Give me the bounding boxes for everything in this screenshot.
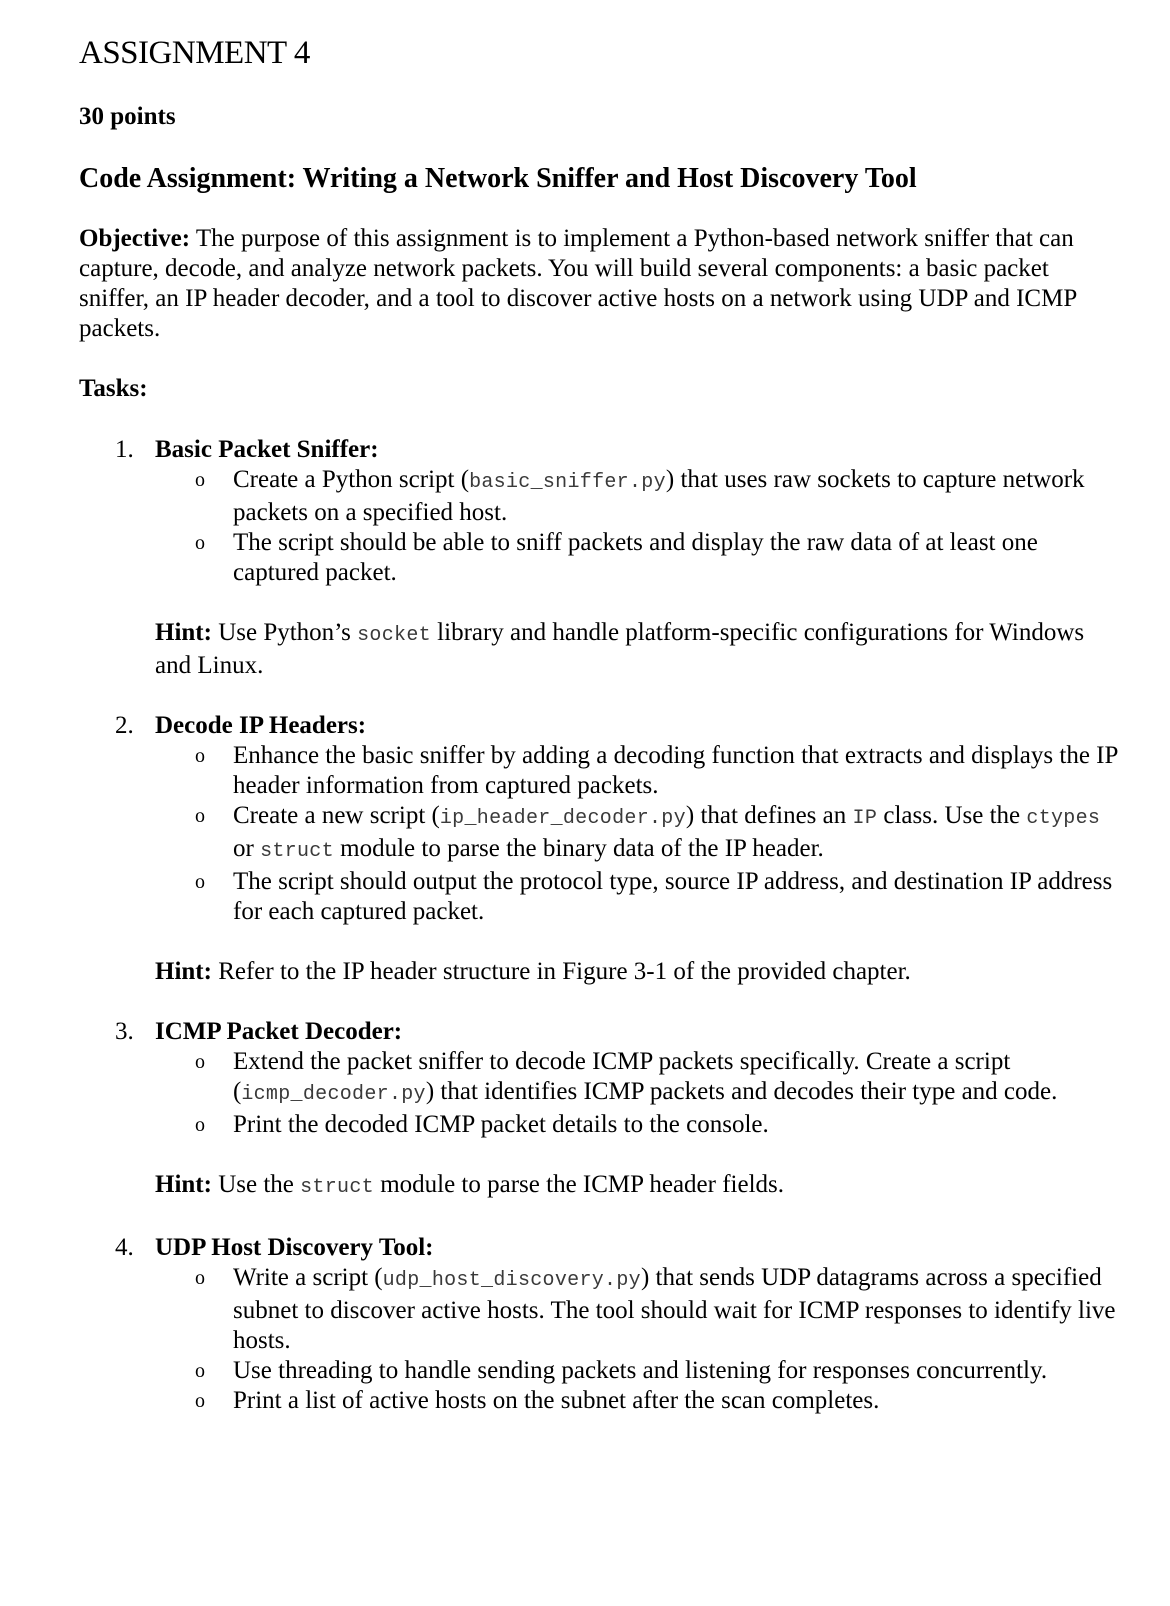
task-4 — [115, 1233, 1119, 1416]
objective-label: Objective: — [79, 225, 191, 252]
points-label: 30 points — [79, 103, 176, 130]
list-item — [195, 741, 1119, 801]
hint-text: Refer to the IP header structure in Figure 3-1 of the provided chapter. — [218, 958, 911, 985]
bullet-marker: o — [195, 871, 205, 893]
bullet-text: Enhance the basic sniffer by adding a decoding function that extracts and displays the IP header information from captured packets. — [233, 742, 1118, 799]
list-item — [195, 1110, 1119, 1140]
bullet-marker: o — [195, 1051, 205, 1073]
bullet-marker: o — [195, 1360, 205, 1382]
inline-code: udp_host_discovery.py — [382, 1269, 641, 1292]
hint-label: Hint: — [155, 958, 212, 985]
inline-code: struct — [300, 1176, 374, 1199]
tasks-heading: Tasks: — [79, 375, 148, 402]
bullet-text-pre: Write a script ( — [233, 1264, 383, 1291]
assignment-subtitle: Code Assignment: Writing a Network Sniffer and Host Discovery Tool — [79, 163, 917, 194]
list-item — [195, 867, 1119, 927]
objective-paragraph — [79, 224, 1119, 344]
task-bullet-list — [155, 1263, 1119, 1416]
assignment-title: ASSIGNMENT 4 — [79, 35, 310, 71]
task-title: UDP Host Discovery Tool: — [155, 1234, 434, 1261]
bullet-text: Print a list of active hosts on the subnet after the scan completes. — [233, 1387, 880, 1414]
bullet-text: Use threading to handle sending packets and listening for responses concurrently. — [233, 1357, 1048, 1384]
task-number: 2. — [115, 712, 134, 739]
bullet-text-mid: ) that defines an — [685, 802, 847, 829]
bullet-marker: o — [195, 1267, 205, 1289]
bullet-marker: o — [195, 1114, 205, 1136]
bullet-text: The script should output the protocol type, source IP address, and destination IP address for each captured packet. — [233, 868, 1113, 925]
inline-code: struct — [260, 840, 334, 863]
hint-text-post: module to parse the ICMP header fields. — [380, 1171, 785, 1198]
list-item — [195, 1386, 1119, 1416]
bullet-marker: o — [195, 1390, 205, 1412]
bullet-marker: o — [195, 745, 205, 767]
hint-label: Hint: — [155, 1171, 212, 1198]
bullet-text-pre: Create a Python script ( — [233, 466, 470, 493]
bullet-text-pre: Create a new script ( — [233, 802, 440, 829]
task-number: 4. — [115, 1234, 134, 1261]
bullet-text: Print the decoded ICMP packet details to the console. — [233, 1111, 769, 1138]
document-page — [79, 30, 1119, 1416]
list-item — [195, 1263, 1119, 1356]
bullet-text-post: ) that identifies ICMP packets and decodes their type and code. — [425, 1078, 1058, 1105]
list-item — [195, 1356, 1119, 1386]
bullet-marker: o — [195, 805, 205, 827]
inline-code: icmp_decoder.py — [241, 1083, 426, 1106]
bullet-text-pre: Extend the packet sniffer to decode ICMP packets specifically. Create a script ( — [233, 1048, 1011, 1105]
task-title: Basic Packet Sniffer: — [155, 436, 379, 463]
objective-text: The purpose of this assignment is to implement a Python-based network sniffer that can capture, decode, and analyze network packets. You will build several components: a basic packet sniffer, an IP header decoder, and a tool to discover active hosts on a network using UDP and ICMP packets. — [79, 225, 1077, 342]
bullet-text-post: ) that uses raw sockets to capture network packets on a specified host. — [233, 466, 1085, 526]
list-item — [195, 801, 1119, 867]
hint-paragraph — [155, 957, 1119, 987]
inline-code: ctypes — [1026, 807, 1101, 830]
hint-paragraph — [155, 1170, 1119, 1203]
list-item — [195, 528, 1119, 588]
hint-text-pre: Use the — [218, 1171, 294, 1198]
hint-text-post: library and handle platform-specific configurations for Windows and Linux. — [155, 619, 1085, 679]
task-title: Decode IP Headers: — [155, 712, 367, 739]
bullet-text-mid: class. Use the — [883, 802, 1021, 829]
bullet-text-post: module to parse the binary data of the IP header. — [340, 835, 824, 862]
task-number: 1. — [115, 436, 134, 463]
task-bullet-list — [155, 1047, 1119, 1140]
hint-paragraph — [155, 618, 1119, 681]
inline-code: basic_sniffer.py — [469, 471, 666, 494]
task-2 — [115, 711, 1119, 987]
inline-code: socket — [357, 624, 431, 647]
bullet-marker: o — [195, 469, 205, 491]
bullet-text-post: ) that sends UDP datagrams across a specified subnet to discover active hosts. The tool should wait for ICMP responses to identify live hosts. — [233, 1264, 1116, 1354]
inline-code: ip_header_decoder.py — [439, 807, 686, 830]
task-bullet-list — [155, 741, 1119, 927]
bullet-marker: o — [195, 532, 205, 554]
task-title: ICMP Packet Decoder: — [155, 1018, 403, 1045]
bullet-text-mid: or — [233, 835, 254, 862]
list-item — [195, 465, 1119, 528]
hint-text-pre: Use Python’s — [218, 619, 351, 646]
bullet-text: The script should be able to sniff packets and display the raw data of at least one captured packet. — [233, 529, 1038, 586]
inline-code: IP — [852, 807, 878, 830]
list-item — [195, 1047, 1119, 1110]
task-3 — [115, 1017, 1119, 1203]
task-bullet-list — [155, 465, 1119, 588]
task-number: 3. — [115, 1018, 134, 1045]
task-1 — [115, 435, 1119, 681]
hint-label: Hint: — [155, 619, 212, 646]
